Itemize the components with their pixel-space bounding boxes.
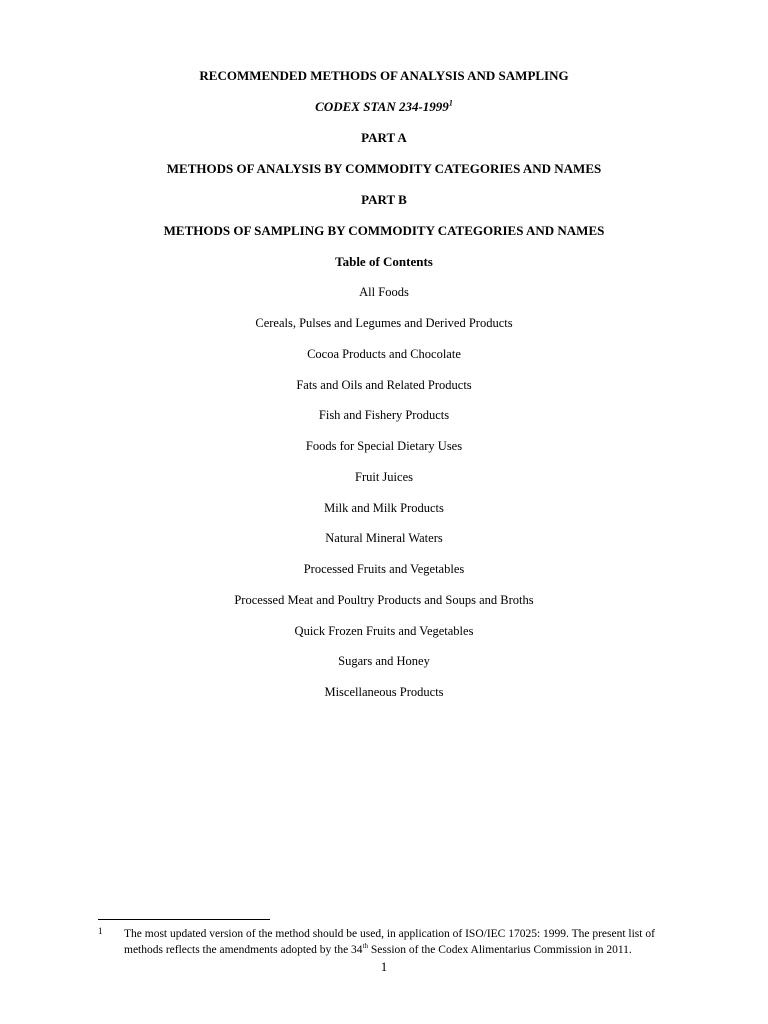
part-b-title: METHODS OF SAMPLING BY COMMODITY CATEGORIES AND NAMES	[163, 223, 605, 238]
footnote-reference: 1	[448, 98, 453, 108]
toc-item-quick-frozen: Quick Frozen Fruits and Vegetables	[294, 624, 474, 638]
part-a-title: METHODS OF ANALYSIS BY COMMODITY CATEGORIES AND NAMES	[166, 161, 602, 176]
standard-code: CODEX STAN 234-1999	[315, 99, 449, 114]
document-title: RECOMMENDED METHODS OF ANALYSIS AND SAMPLING	[199, 68, 569, 83]
part-b-heading: PART B	[361, 192, 407, 207]
footnote-text-end: Session of the Codex Alimentarius Commission in 2011.	[368, 944, 632, 956]
toc-item-milk: Milk and Milk Products	[324, 501, 444, 515]
footnote-marker: 1	[98, 926, 103, 936]
toc-item-fish: Fish and Fishery Products	[318, 408, 450, 422]
footnote-text	[124, 926, 684, 958]
toc-item-cocoa: Cocoa Products and Chocolate	[307, 347, 461, 361]
toc-item-miscellaneous: Miscellaneous Products	[324, 685, 444, 699]
part-a-heading: PART A	[361, 130, 407, 145]
toc-item-fruit-juices: Fruit Juices	[355, 470, 413, 484]
toc-item-mineral-waters: Natural Mineral Waters	[325, 531, 443, 545]
toc-item-processed-fruits: Processed Fruits and Vegetables	[303, 562, 465, 576]
toc-heading: Table of Contents	[335, 254, 433, 269]
toc-item-cereals: Cereals, Pulses and Legumes and Derived Products	[255, 316, 513, 330]
page-number: 1	[380, 959, 388, 974]
toc-item-all-foods: All Foods	[359, 285, 409, 299]
standard-reference	[0, 99, 768, 115]
toc-item-processed-meat: Processed Meat and Poultry Products and Soups and Broths	[234, 593, 534, 607]
toc-item-special-dietary: Foods for Special Dietary Uses	[305, 439, 463, 453]
toc-item-fats-oils: Fats and Oils and Related Products	[296, 378, 472, 392]
footnote-text-main: The most updated version of the method should be used, in application of ISO/IEC 17025: 1999. The present list of methods reflects the amendments adopted by the 34	[124, 928, 655, 956]
toc-item-sugars-honey: Sugars and Honey	[338, 654, 430, 668]
footnote-divider	[98, 919, 270, 920]
footnote-ordinal-suffix: th	[362, 942, 369, 951]
